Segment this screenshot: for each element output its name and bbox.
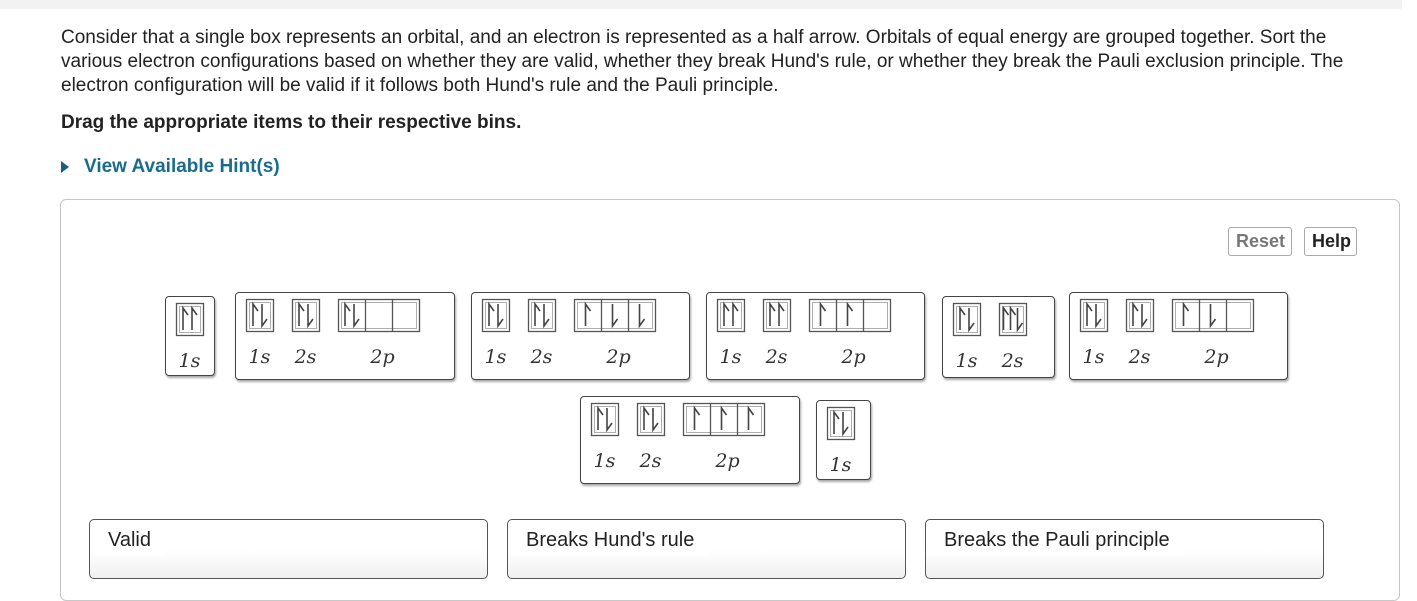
orbital-1s-box bbox=[177, 304, 204, 336]
instructions-text: Consider that a single box represents an orbital, and an electron is represented as a half arrow. Orbitals of equal energy are grouped together. Sort the various electron configurations based on whether they are valid, whether they break Hund's rule, or whether they break the Pauli exclusion principle. The electron configuration will be valid if it follows both Hund's rule and the Pauli principle. bbox=[61, 27, 1344, 96]
config-tile-2p-one-paired[interactable] bbox=[235, 292, 455, 380]
orbital-1s-box bbox=[954, 304, 981, 336]
orbital-2s-box bbox=[1000, 304, 1027, 336]
label-1s: 1s bbox=[719, 346, 742, 368]
label-2s: 2s bbox=[294, 346, 317, 368]
config-tile-1s-up-up[interactable] bbox=[165, 296, 215, 376]
bin-valid[interactable] bbox=[89, 519, 488, 579]
bin-breaks-pauli-principle[interactable] bbox=[925, 519, 1324, 579]
label-2s: 2s bbox=[639, 450, 662, 472]
orbital-1s-box bbox=[718, 300, 745, 332]
orbital-2p-group bbox=[810, 299, 891, 332]
label-1s: 1s bbox=[593, 450, 616, 472]
orbital-1s-box bbox=[247, 300, 274, 332]
orbital-1s-box bbox=[828, 408, 855, 440]
label-1s: 1s bbox=[248, 346, 271, 368]
label-1s: 1s bbox=[955, 350, 978, 372]
orbital-2p-group bbox=[684, 403, 765, 436]
label-2s: 2s bbox=[765, 346, 788, 368]
help-button[interactable]: Help bbox=[1304, 227, 1357, 256]
label-2s: 2s bbox=[530, 346, 553, 368]
bin-breaks-hunds-rule[interactable] bbox=[507, 519, 906, 579]
bin-hunds-label: Breaks Hund's rule bbox=[512, 524, 708, 555]
view-hints-toggle[interactable] bbox=[61, 156, 280, 178]
label-2s: 2s bbox=[1128, 346, 1151, 368]
expand-triangle-icon bbox=[61, 161, 69, 173]
config-tile-2p-three-up[interactable] bbox=[580, 396, 800, 484]
orbital-diagram bbox=[1070, 293, 1287, 379]
label-2p: 2p bbox=[715, 450, 740, 472]
orbital-2s-box bbox=[293, 300, 320, 332]
drag-instruction: Drag the appropriate items to their respective bins. bbox=[61, 112, 522, 133]
label-1s: 1s bbox=[484, 346, 507, 368]
orbital-diagram bbox=[707, 293, 924, 379]
orbital-2p-group bbox=[575, 299, 656, 332]
orbital-2s-box bbox=[638, 404, 665, 436]
orbital-2s-box bbox=[764, 300, 791, 332]
label-1s: 1s bbox=[829, 454, 852, 476]
label-2p: 2p bbox=[370, 346, 395, 368]
orbital-diagram bbox=[472, 293, 689, 379]
view-hints-link[interactable]: View Available Hint(s) bbox=[84, 156, 280, 177]
orbital-2p-group bbox=[1173, 299, 1254, 332]
reset-button[interactable]: Reset bbox=[1228, 227, 1292, 256]
label-1s: 1s bbox=[178, 350, 201, 372]
label-2p: 2p bbox=[841, 346, 866, 368]
orbital-1s-box bbox=[592, 404, 619, 436]
orbital-1s-box bbox=[483, 300, 510, 332]
config-tile-1s-paired[interactable] bbox=[816, 400, 871, 480]
label-2p: 2p bbox=[606, 346, 631, 368]
config-tile-2p-up-down-down[interactable] bbox=[471, 292, 690, 380]
top-bar bbox=[0, 0, 1402, 9]
config-tile-2s-three-electrons[interactable] bbox=[942, 296, 1055, 378]
config-tile-2p-up-down-empty[interactable] bbox=[1069, 292, 1288, 380]
orbital-diagram bbox=[236, 293, 454, 379]
config-tile-all-up-spins[interactable] bbox=[706, 292, 925, 380]
orbital-2s-box bbox=[1127, 300, 1154, 332]
label-1s: 1s bbox=[1082, 346, 1105, 368]
orbital-2s-box bbox=[529, 300, 556, 332]
orbital-1s-box bbox=[1081, 300, 1108, 332]
orbital-2p-group bbox=[339, 299, 420, 332]
orbital-diagram bbox=[943, 297, 1054, 377]
orbital-diagram bbox=[817, 401, 870, 479]
bin-pauli-label: Breaks the Pauli principle bbox=[930, 524, 1184, 555]
orbital-diagram bbox=[166, 297, 214, 375]
label-2s: 2s bbox=[1001, 350, 1024, 372]
orbital-diagram bbox=[581, 397, 799, 483]
label-2p: 2p bbox=[1204, 346, 1229, 368]
bin-valid-label: Valid bbox=[94, 524, 165, 555]
